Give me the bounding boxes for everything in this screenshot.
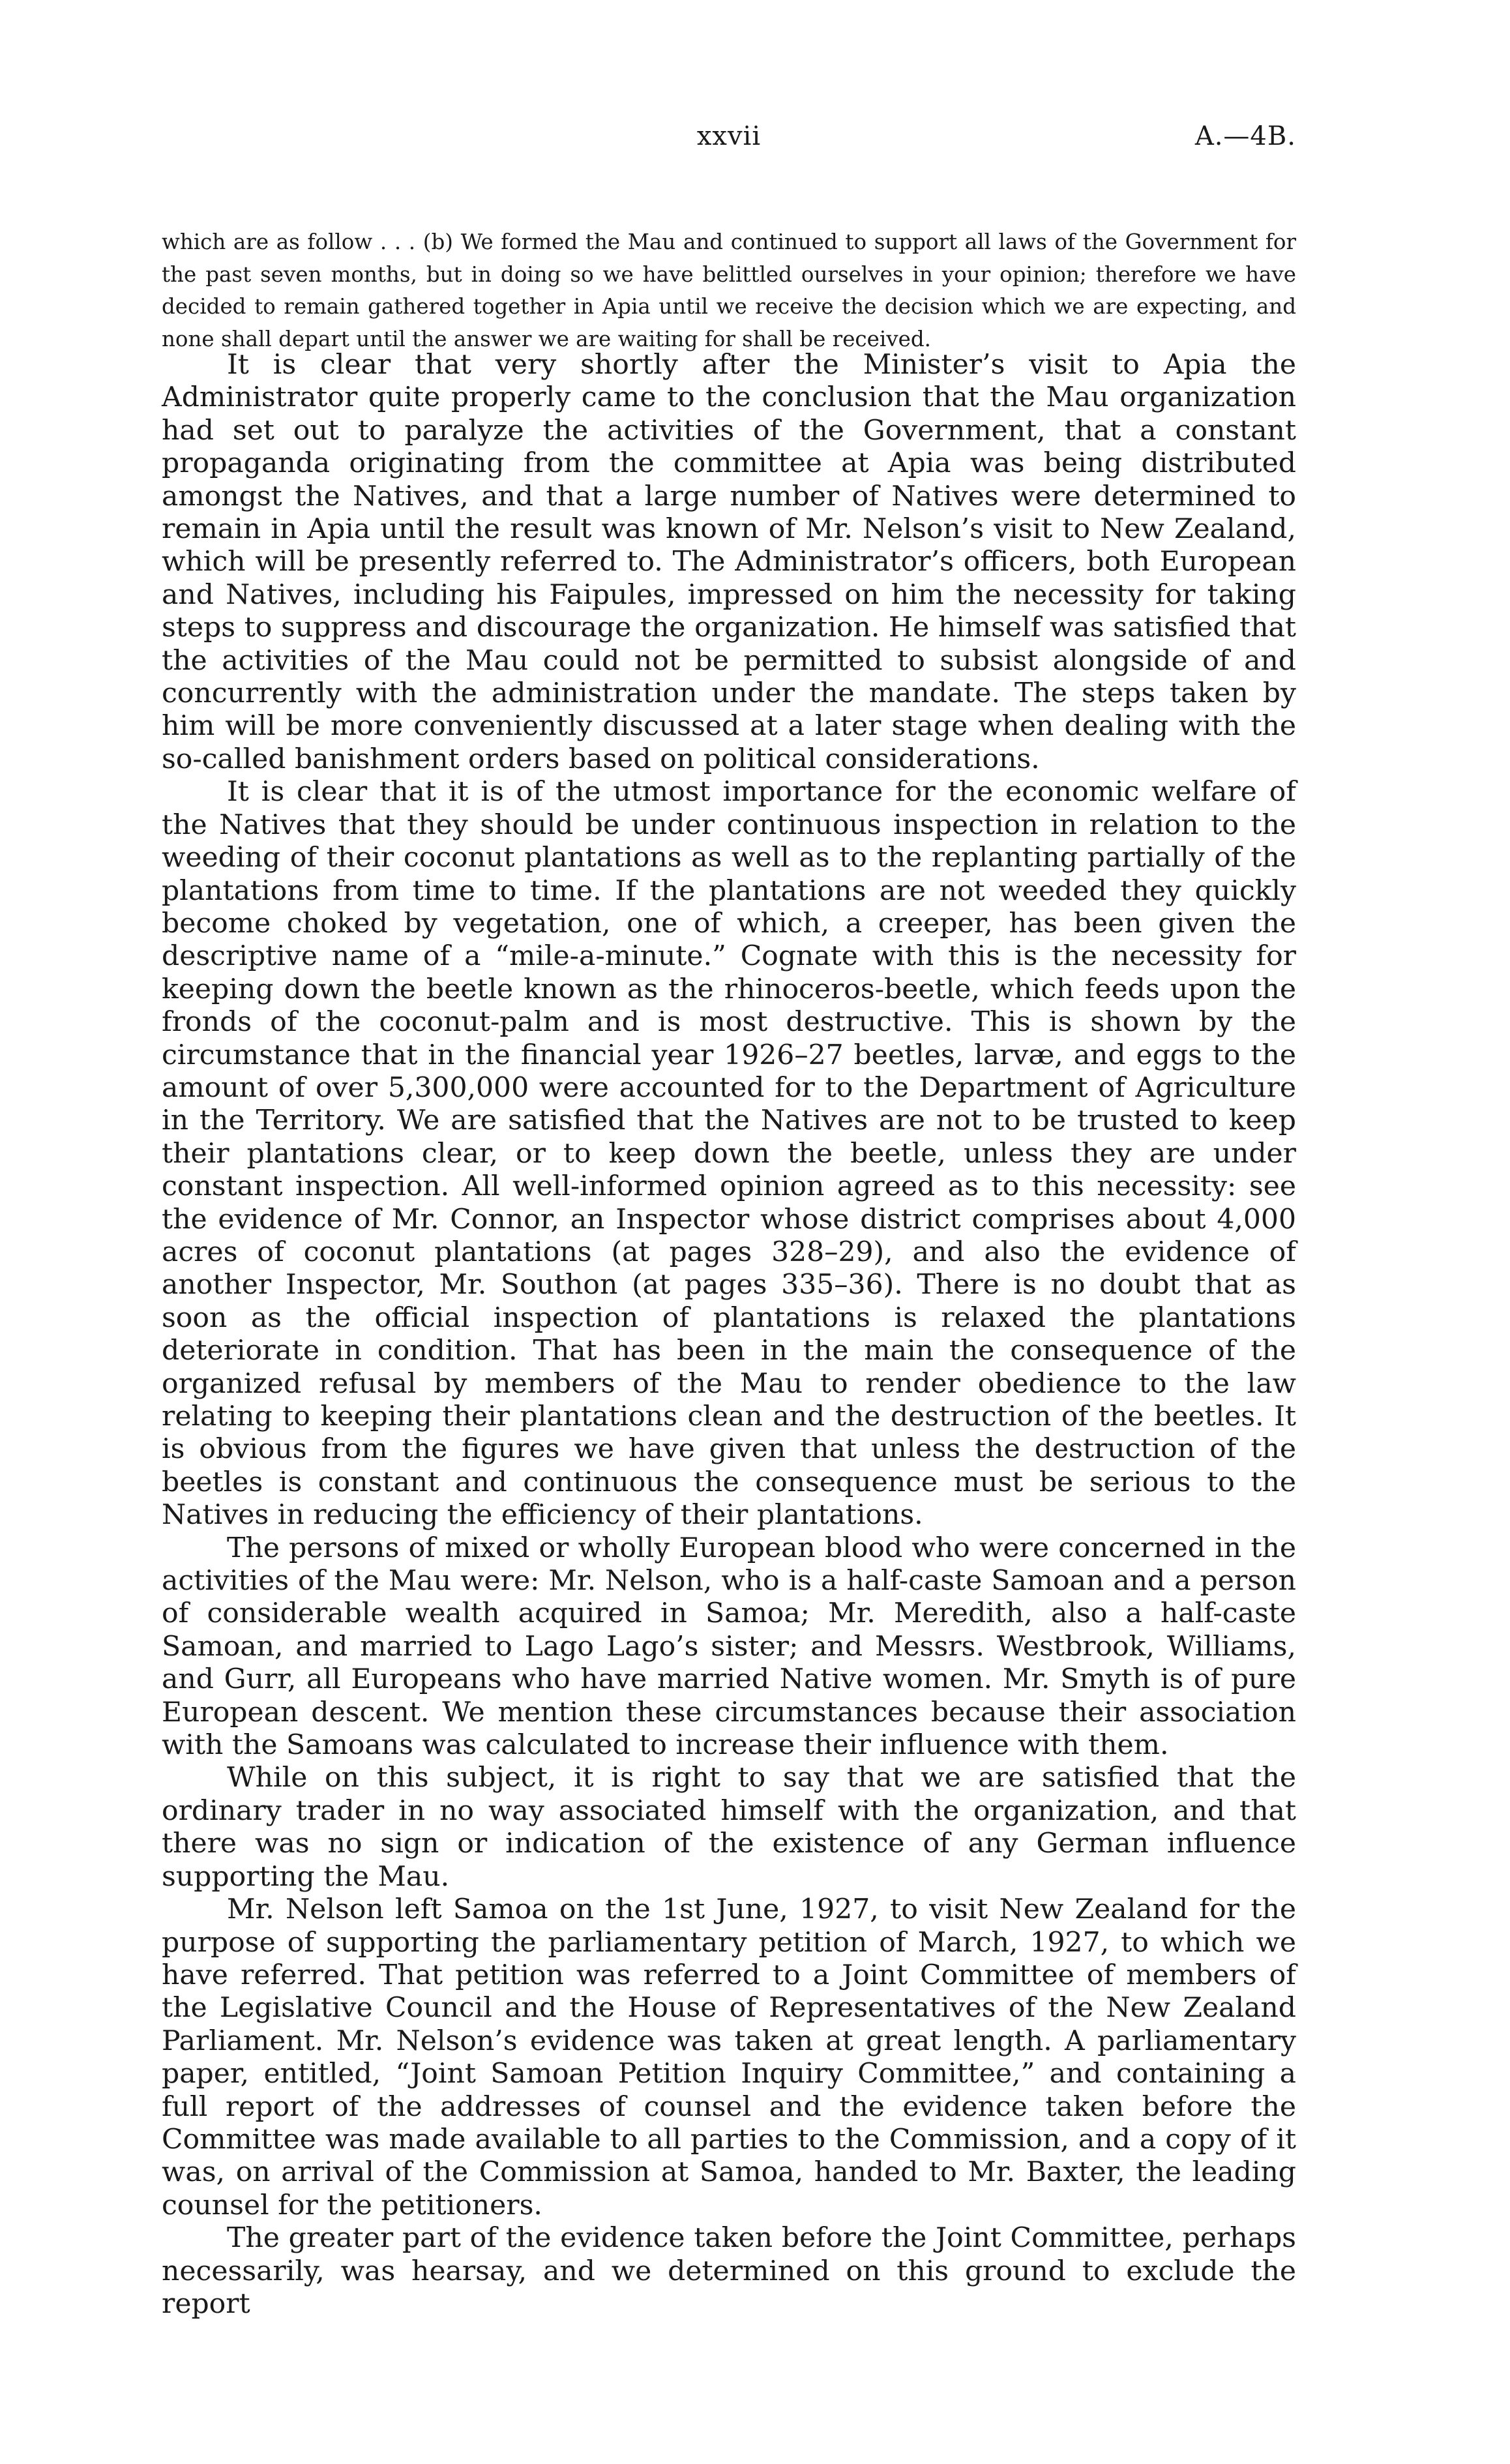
paragraph: Mr. Nelson left Samoa on the 1st June, 1927, to visit New Zealand for the purpose of supporting the parliamentary petition of March, 1927, to which we have referred. That petition was referred to a Joint Committee of members of the Legislative Council and the House of Representatives of the New Zealand Parliament. Mr. Nelson’s evidence was taken at great length. A parliamentary paper, entitled, “Joint Samoan Petition Inquiry Committee,” and containing a full report of the addresses of counsel and the evidence taken before the Committee was made available to all parties to the Commission, and a copy of it was, on arrival of the Commission at Samoa, handed to Mr. Baxter, the leading counsel for the petitioners. — [162, 1893, 1296, 2221]
page-header — [162, 121, 1296, 160]
document-reference: A.—4B. — [1194, 121, 1296, 151]
paragraph: The greater part of the evidence taken before the Joint Committee, perhaps necessarily, was hearsay, and we determined on this ground to exclude the report — [162, 2222, 1296, 2320]
quoted-passage: which are as follow . . . (b) We formed the Mau and continued to support all laws of the Government for the past seven months, but in doing so we have belittled ourselves in your opinion; therefore we have decided to remain gathered together in Apia until we receive the decision which we are expecting, and none shall depart until the answer we are waiting for shall be received. — [162, 230, 1296, 351]
paragraph: The persons of mixed or wholly European blood who were concerned in the activities of the Mau were: Mr. Nelson, who is a half-caste Samoan and a person of considerable wealth acquired in Samoa; Mr. Meredith, also a half-caste Samoan, and married to Lago Lago’s sister; and Messrs. Westbrook, Williams, and Gurr, all Europeans who have married Native women. Mr. Smyth is of pure European descent. We mention these circumstances because their association with the Samoans was calculated to increase their influence with them. — [162, 1532, 1296, 1762]
paragraph: While on this subject, it is right to say that we are satisfied that the ordinary trader in no way associated himself with the organization, and that there was no sign or indication of the existence of any German influence supporting the Mau. — [162, 1762, 1296, 1893]
paragraph: It is clear that it is of the utmost importance for the economic welfare of the Natives that they should be under continuous inspection in relation to the weeding of their coconut plantations as well as to the replanting partially of the plantations from time to time. If the plantations are not weeded they quickly become choked by vegetation, one of which, a creeper, has been given the descriptive name of a “mile-a-minute.” Cognate with this is the necessity for keeping down the beetle known as the rhinoceros-beetle, which feeds upon the fronds of the coconut-palm and is most destructive. This is shown by the circumstance that in the financial year 1926–27 beetles, larvæ, and eggs to the amount of over 5,300,000 were accounted for to the Department of Agriculture in the Territory. We are satisfied that the Natives are not to be trusted to keep their plantations clear, or to keep down the beetle, unless they are under constant inspection. All well-informed opinion agreed as to this necessity: see the evidence of Mr. Connor, an Inspector whose district comprises about 4,000 acres of coconut plantations (at pages 328–29), and also the evidence of another Inspector, Mr. Southon (at pages 335–36). There is no doubt that as soon as the official inspection of plantations is relaxed the plantations deteriorate in condition. That has been in the main the consequence of the organized refusal by members of the Mau to render obedience to the law relating to keeping their plantations clean and the destruction of the beetles. It is obvious from the figures we have given that unless the destruction of the beetles is constant and continuous the consequence must be serious to the Natives in reducing the efficiency of their plantations. — [162, 776, 1296, 1532]
page-number: xxvii — [696, 121, 762, 151]
paragraph: It is clear that very shortly after the Minister’s visit to Apia the Administrator quite properly came to the conclusion that the Mau organization had set out to paralyze the activities of the Government, that a constant propaganda originating from the committee at Apia was being distributed amongst the Natives, and that a large number of Natives were determined to remain in Apia until the result was known of Mr. Nelson’s visit to New Zealand, which will be presently referred to. The Administrator’s officers, both European and Natives, including his Faipules, impressed on him the necessity for taking steps to suppress and discourage the organization. He himself was satisfied that the activities of the Mau could not be permitted to subsist alongside of and concurrently with the administration under the mandate. The steps taken by him will be more conveniently discussed at a later stage when dealing with the so-called banishment orders based on political considerations. — [162, 349, 1296, 775]
body-text — [162, 349, 1296, 2321]
